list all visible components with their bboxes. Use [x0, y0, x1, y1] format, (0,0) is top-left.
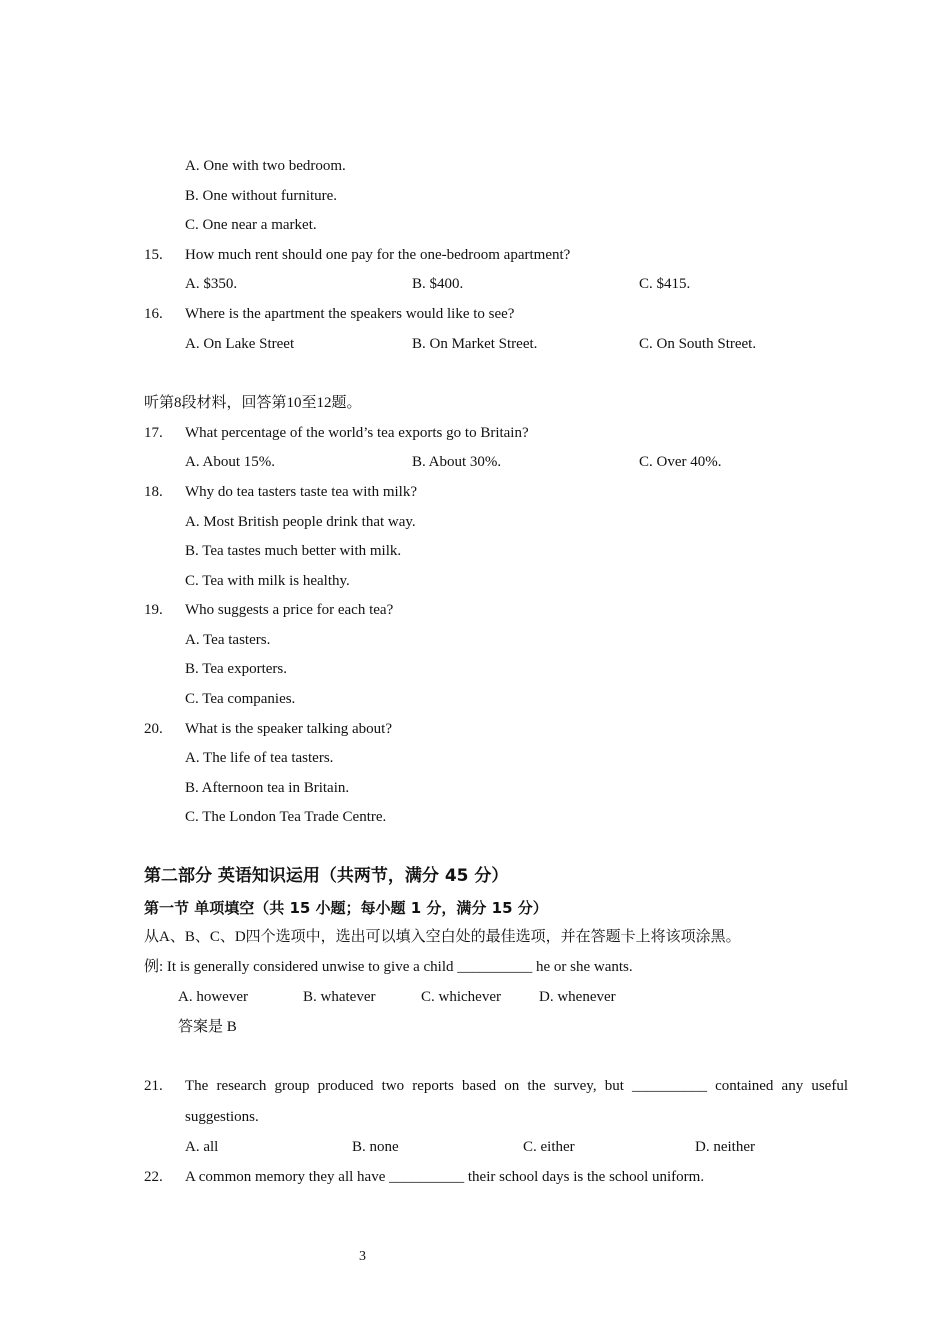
- section1-instruction: 从A、B、C、D四个选项中，选出可以填入空白处的最佳选项，并在答题卡上将该项涂黑。: [144, 929, 741, 945]
- example-option-d: D. whenever: [539, 989, 616, 1005]
- q14-option-b: B. One without furniture.: [185, 188, 338, 204]
- q15-question: How much rent should one pay for the one-bedroom apartment?: [185, 247, 571, 263]
- q15-option-a: A. $350.: [185, 276, 238, 292]
- section8-instruction: 听第8段材料，回答第10至12题。: [144, 395, 362, 411]
- example-option-a: A. however: [178, 989, 248, 1005]
- q21-option-d: D. neither: [695, 1139, 755, 1155]
- q19-question: Who suggests a price for each tea?: [185, 602, 394, 618]
- q16-option-a: A. On Lake Street: [185, 336, 295, 352]
- section1-heading: 第一节 单项填空（共 15 小题；每小题 1 分，满分 15 分）: [144, 899, 548, 917]
- q21-option-b: B. none: [352, 1139, 399, 1155]
- example-option-c: C. whichever: [421, 989, 501, 1005]
- q17-option-a: A. About 15%.: [185, 454, 275, 470]
- q19-number: 19.: [144, 602, 163, 618]
- part2-heading: 第二部分 英语知识运用（共两节，满分 45 分）: [144, 866, 509, 886]
- q20-option-b: B. Afternoon tea in Britain.: [185, 780, 350, 796]
- q14-option-a: A. One with two bedroom.: [185, 158, 346, 174]
- q22-number: 22.: [144, 1169, 163, 1185]
- example-answer: 答案是 B: [178, 1019, 237, 1035]
- q18-option-b: B. Tea tastes much better with milk.: [185, 543, 402, 559]
- q16-option-c: C. On South Street.: [639, 336, 757, 352]
- q20-number: 20.: [144, 721, 163, 737]
- q14-option-c: C. One near a market.: [185, 217, 317, 233]
- q15-option-b: B. $400.: [412, 276, 464, 292]
- q16-option-b: B. On Market Street.: [412, 336, 538, 352]
- q21-option-a: A. all: [185, 1139, 219, 1155]
- q20-question: What is the speaker talking about?: [185, 721, 393, 737]
- q18-question: Why do tea tasters taste tea with milk?: [185, 484, 418, 500]
- q20-option-c: C. The London Tea Trade Centre.: [185, 809, 387, 825]
- q21-number: 21.: [144, 1078, 163, 1094]
- example-question: 例: It is generally considered unwise to give a child __________ he or she wants.: [144, 959, 633, 975]
- q17-option-c: C. Over 40%.: [639, 454, 722, 470]
- q19-option-b: B. Tea exporters.: [185, 661, 287, 677]
- q18-option-c: C. Tea with milk is healthy.: [185, 573, 350, 589]
- q19-option-a: A. Tea tasters.: [185, 632, 271, 648]
- page-number: 3: [359, 1249, 366, 1264]
- q20-option-a: A. The life of tea tasters.: [185, 750, 334, 766]
- q18-number: 18.: [144, 484, 163, 500]
- q17-option-b: B. About 30%.: [412, 454, 502, 470]
- q18-option-a: A. Most British people drink that way.: [185, 514, 416, 530]
- q21-question-line2: suggestions.: [185, 1109, 259, 1125]
- q17-question: What percentage of the world’s tea exports go to Britain?: [185, 425, 529, 441]
- q22-question: A common memory they all have __________ their school days is the school uniform.: [185, 1169, 705, 1185]
- q16-question: Where is the apartment the speakers would like to see?: [185, 306, 515, 322]
- q16-number: 16.: [144, 306, 163, 322]
- q15-number: 15.: [144, 247, 163, 263]
- q21-question-line1: The research group produced two reports based on the survey, but __________ contained any useful: [185, 1078, 848, 1094]
- example-option-b: B. whatever: [303, 989, 376, 1005]
- q15-option-c: C. $415.: [639, 276, 691, 292]
- q17-number: 17.: [144, 425, 163, 441]
- q21-option-c: C. either: [523, 1139, 575, 1155]
- q19-option-c: C. Tea companies.: [185, 691, 296, 707]
